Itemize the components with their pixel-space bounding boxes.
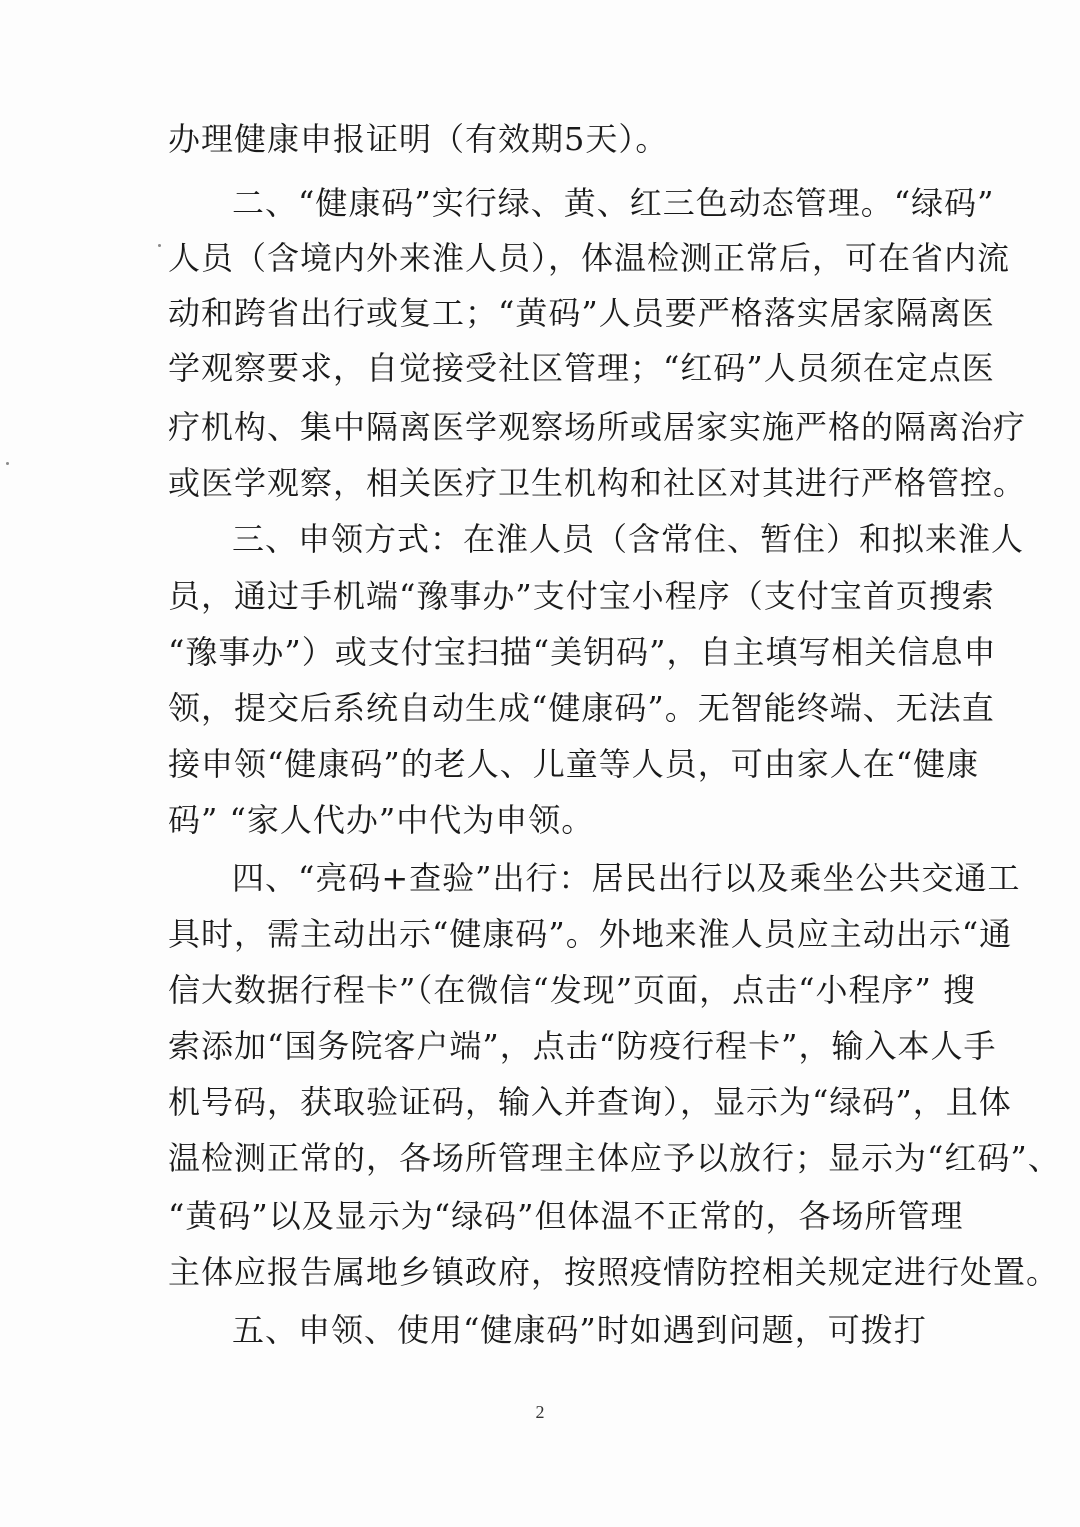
paragraph-2-start: 二、“健康码”实行绿、黄、红三色动态管理。“绿码” bbox=[232, 184, 995, 222]
paragraph-4-start: 四、“亮码+查验”出行：居民出行以及乘坐公共交通工 bbox=[232, 859, 1021, 897]
scan-speck bbox=[6, 462, 9, 465]
body-line: 信大数据行程卡”（在微信“发现”页面，点击“小程序” 搜 bbox=[168, 971, 976, 1009]
paragraph-5-start: 五、申领、使用“健康码”时如遇到问题，可拨打 bbox=[232, 1311, 927, 1349]
body-line: 办理健康申报证明（有效期5天）。 bbox=[168, 120, 669, 158]
body-line: 接申领“健康码”的老人、儿童等人员，可由家人在“健康 bbox=[168, 745, 980, 783]
body-line: “豫事办”）或支付宝扫描“美钥码”，自主填写相关信息申 bbox=[168, 633, 997, 671]
body-line: 机号码，获取验证码，输入并查询），显示为“绿码”，且体 bbox=[168, 1083, 1012, 1121]
page-number: 2 bbox=[535, 1402, 545, 1422]
body-line: 索添加“国务院客户端”，点击“防疫行程卡”，输入本人手 bbox=[168, 1027, 997, 1065]
body-line: 具时，需主动出示“健康码”。外地来淮人员应主动出示“通 bbox=[168, 915, 1013, 953]
body-line: 学观察要求，自觉接受社区管理；“红码”人员须在定点医 bbox=[168, 349, 995, 387]
body-line: 员，通过手机端“豫事办”支付宝小程序（支付宝首页搜索 bbox=[168, 577, 995, 615]
body-line: 领，提交后系统自动生成“健康码”。无智能终端、无法直 bbox=[168, 689, 995, 727]
body-line: 动和跨省出行或复工；“黄码”人员要严格落实居家隔离医 bbox=[168, 294, 995, 332]
body-line: 或医学观察，相关医疗卫生机构和社区对其进行严格管控。 bbox=[168, 464, 1027, 502]
body-line: 主体应报告属地乡镇政府，按照疫情防控相关规定进行处置。 bbox=[168, 1253, 1060, 1291]
paragraph-3-start: 三、申领方式：在淮人员（含常住、暂住）和拟来淮人 bbox=[232, 520, 1025, 558]
body-line: 人员（含境内外来淮人员），体温检测正常后，可在省内流 bbox=[168, 239, 1011, 277]
body-line: 疗机构、集中隔离医学观察场所或居家实施严格的隔离治疗 bbox=[168, 408, 1027, 446]
body-line: 温检测正常的，各场所管理主体应予以放行；显示为“红码”、 bbox=[168, 1139, 1061, 1177]
body-line: 码” “家人代办”中代为申领。 bbox=[168, 801, 595, 839]
scan-speck bbox=[158, 244, 161, 247]
body-line: “黄码”以及显示为“绿码”但体温不正常的，各场所管理 bbox=[168, 1197, 964, 1235]
